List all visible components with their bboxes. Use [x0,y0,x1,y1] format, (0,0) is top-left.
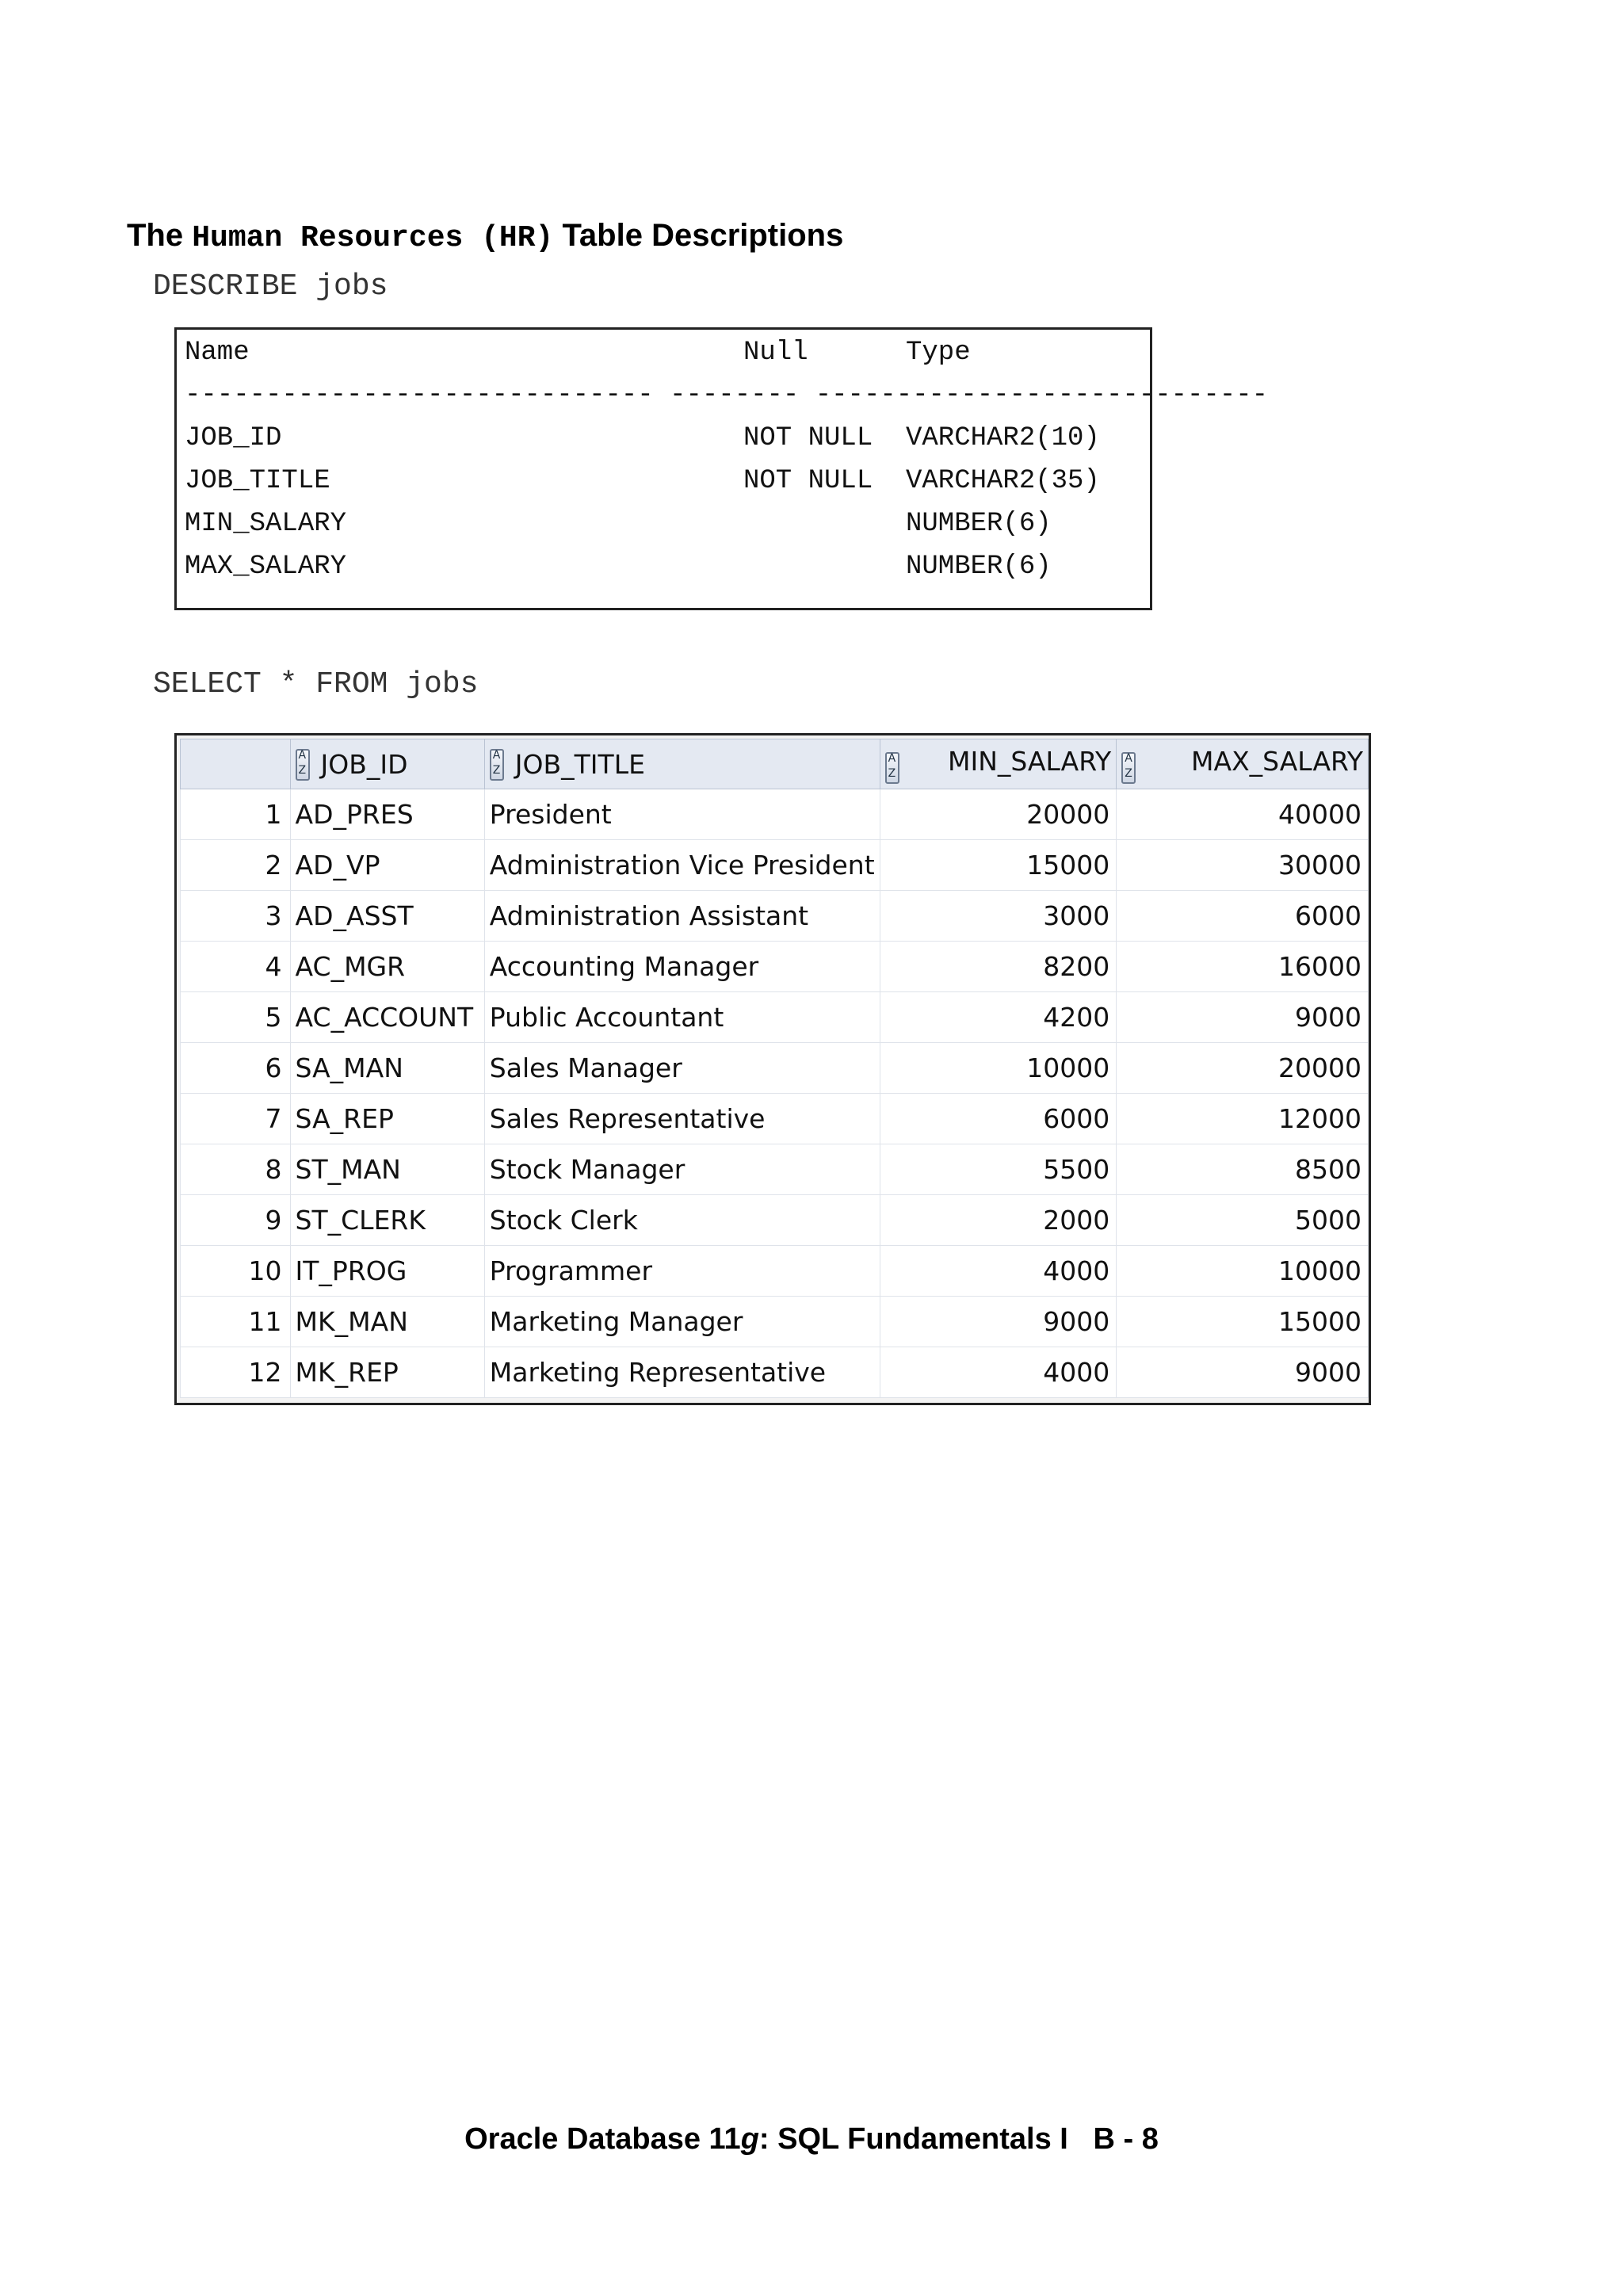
describe-row [177,423,1150,455]
table-row[interactable] [181,1094,1369,1144]
cell-max-salary[interactable]: 8500 [1117,1144,1369,1195]
cell-job-title[interactable]: President [484,789,880,840]
cell-job-id[interactable]: AD_PRES [290,789,484,840]
row-number[interactable]: 12 [181,1347,291,1398]
cell-job-title[interactable]: Stock Manager [484,1144,880,1195]
cell-max-salary[interactable]: 16000 [1117,942,1369,992]
cell-job-id[interactable]: MK_MAN [290,1297,484,1347]
cell-min-salary[interactable]: 6000 [880,1094,1117,1144]
table-row[interactable] [181,1246,1369,1297]
heading-schema-name: Human Resources (HR) [192,221,554,255]
row-number[interactable]: 5 [181,992,291,1043]
cell-job-id[interactable]: SA_MAN [290,1043,484,1094]
cell-job-id[interactable]: AC_MGR [290,942,484,992]
result-body [181,789,1369,1398]
cell-job-id[interactable]: AD_VP [290,840,484,891]
cell-job-title[interactable]: Public Accountant [484,992,880,1043]
cell-max-salary[interactable]: 9000 [1117,1347,1369,1398]
cell-max-salary[interactable]: 10000 [1117,1246,1369,1297]
cell-job-id[interactable]: ST_MAN [290,1144,484,1195]
cell-max-salary[interactable]: 20000 [1117,1043,1369,1094]
cell-job-title[interactable]: Marketing Representative [484,1347,880,1398]
describe-row [177,466,1150,498]
select-command: SELECT * FROM jobs [153,667,479,701]
footer-title-italic: g [740,2122,759,2156]
footer-page: : SQL Fundamentals I B - 8 [758,2122,1159,2156]
heading-suffix: Table Descriptions [562,218,844,253]
table-row[interactable] [181,789,1369,840]
describe-output-box [174,327,1269,610]
cell-min-salary[interactable]: 20000 [880,789,1117,840]
cell-min-salary[interactable]: 9000 [880,1297,1117,1347]
table-row[interactable] [181,1347,1369,1398]
cell-min-salary[interactable]: 5500 [880,1144,1117,1195]
cell-min-salary[interactable]: 3000 [880,891,1117,942]
cell-min-salary[interactable]: 4000 [880,1347,1117,1398]
cell-max-salary[interactable]: 5000 [1117,1195,1369,1246]
describe-row-name: JOB_ID [185,423,282,453]
cell-job-id[interactable]: AC_ACCOUNT [290,992,484,1043]
cell-job-title[interactable]: Sales Representative [484,1094,880,1144]
describe-row-type: NUMBER(6) [906,509,1052,539]
describe-row-name: MAX_SALARY [185,552,347,582]
describe-row [177,509,1150,541]
row-number[interactable]: 1 [181,789,291,840]
cell-job-title[interactable]: Administration Assistant [484,891,880,942]
row-number[interactable]: 4 [181,942,291,992]
row-number[interactable]: 3 [181,891,291,942]
describe-header-name: Name [185,338,250,368]
cell-min-salary[interactable]: 8200 [880,942,1117,992]
cell-job-title[interactable]: Programmer [484,1246,880,1297]
table-row[interactable] [181,942,1369,992]
cell-max-salary[interactable]: 40000 [1117,789,1369,840]
sort-icon[interactable] [296,749,310,781]
table-row[interactable] [181,1195,1369,1246]
column-header-max-salary[interactable] [1117,739,1369,789]
cell-job-id[interactable]: IT_PROG [290,1246,484,1297]
cell-job-title[interactable]: Accounting Manager [484,942,880,992]
column-header-job-id[interactable] [290,739,484,789]
page-footer [0,2122,1623,2157]
column-header-label: MAX_SALARY [1191,746,1363,777]
table-row[interactable] [181,891,1369,942]
column-header-label: JOB_ID [320,749,408,781]
cell-job-title[interactable]: Marketing Manager [484,1297,880,1347]
column-header-label: MIN_SALARY [947,746,1112,777]
describe-row-name: JOB_TITLE [185,466,330,496]
describe-header-row [177,338,1150,369]
describe-row [177,552,1150,583]
column-header-job-title[interactable] [484,739,880,789]
describe-row-type: NUMBER(6) [906,552,1052,582]
cell-job-title[interactable]: Administration Vice President [484,840,880,891]
describe-command: DESCRIBE jobs [153,269,388,304]
cell-max-salary[interactable]: 6000 [1117,891,1369,942]
cell-min-salary[interactable]: 4000 [880,1246,1117,1297]
row-number[interactable]: 2 [181,840,291,891]
cell-min-salary[interactable]: 4200 [880,992,1117,1043]
cell-job-id[interactable]: SA_REP [290,1094,484,1144]
page-title [127,216,843,258]
sort-icon[interactable] [885,752,899,784]
table-row[interactable] [181,1043,1369,1094]
column-header-min-salary[interactable] [880,739,1117,789]
heading-prefix: The [127,218,184,253]
describe-header-null: Null [743,338,808,368]
cell-max-salary[interactable]: 15000 [1117,1297,1369,1347]
table-row[interactable] [181,1297,1369,1347]
result-table [180,739,1369,1398]
row-number[interactable]: 11 [181,1297,291,1347]
result-header-row [181,739,1369,789]
cell-max-salary[interactable]: 30000 [1117,840,1369,891]
cell-max-salary[interactable]: 9000 [1117,992,1369,1043]
describe-row-null: NOT NULL [743,466,873,496]
cell-job-id[interactable]: ST_CLERK [290,1195,484,1246]
describe-row-type: VARCHAR2(35) [906,466,1100,496]
row-number[interactable]: 10 [181,1246,291,1297]
table-row[interactable] [181,992,1369,1043]
cell-job-title[interactable]: Stock Clerk [484,1195,880,1246]
sort-icon[interactable] [1121,752,1136,784]
row-number[interactable]: 6 [181,1043,291,1094]
column-header-label: JOB_TITLE [514,749,645,781]
row-number[interactable]: 7 [181,1094,291,1144]
describe-header-type: Type [906,338,971,368]
footer-title: Oracle Database 11 [464,2122,741,2156]
table-row[interactable] [181,840,1369,891]
describe-row-type: VARCHAR2(10) [906,423,1100,453]
row-number[interactable]: 9 [181,1195,291,1246]
cell-min-salary[interactable]: 15000 [880,840,1117,891]
table-row[interactable] [181,1144,1369,1195]
cell-job-id[interactable]: AD_ASST [290,891,484,942]
cell-min-salary[interactable]: 2000 [880,1195,1117,1246]
cell-job-id[interactable]: MK_REP [290,1347,484,1398]
row-number[interactable]: 8 [181,1144,291,1195]
cell-min-salary[interactable]: 10000 [880,1043,1117,1094]
describe-row-name: MIN_SALARY [185,509,347,539]
describe-row-null: NOT NULL [743,423,873,453]
describe-separator: ----------------------------- -------- ---------------------------- [185,380,1269,411]
cell-job-title[interactable]: Sales Manager [484,1043,880,1094]
sort-icon[interactable] [490,749,504,781]
row-number-header [181,739,291,789]
cell-max-salary[interactable]: 12000 [1117,1094,1369,1144]
query-result-grid [174,733,1371,1405]
